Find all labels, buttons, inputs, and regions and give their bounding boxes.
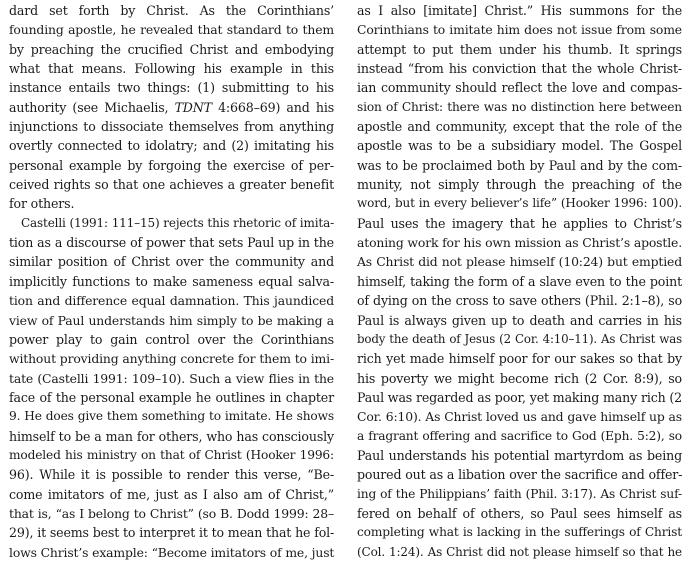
text-line: himself to be a man for others, who has consciously [9,428,334,444]
text-line: was to be proclaimed both by Paul and by the com- [357,157,682,173]
text-line: As Christ did not please himself (10:24) but emptied [357,254,682,270]
text-line: apostle was to be a subsidiary model. The Gospel [357,138,682,154]
text-line: lows Christ’s example: “Become imitators of me, just [9,544,335,560]
text-line: power play to gain control over the Corinthians [9,331,334,347]
text-line: (Col. 1:24). As Christ did not please himself so that he [357,544,682,559]
text-line: himself, taking the form of a slave even to the point [357,273,682,289]
text-line: 96). While it is possible to render this verse, “Be- [9,467,334,483]
text-line: instead “from his conviction that the whole Christ- [357,61,682,77]
text-line: similar position of Christ over the community and [9,254,334,270]
text-line: 29), it seems best to interpret it to mean that he fol- [9,525,335,541]
text-line: authority (see Michaelis, TDNT 4:668–69) and his [9,99,335,115]
text-line: injunctions to dissociate themselves from anything [9,119,334,135]
text-line: as I also [imitate] Christ.” His summons for the [357,3,682,18]
text-line: poured out as a libation over the sacrifice and offer- [357,467,683,483]
text-line: completing what is lacking in the sufferings of Christ [357,525,682,540]
text-line: ian community should reflect the love and compas- [357,80,682,96]
text-line: Paul understands his potential martyrdom as being [357,447,682,463]
text-line: for others. [9,196,75,212]
text-line: 9. He does give them something to imitate. He shows [9,409,334,424]
text-line: come imitators of me, just as I also am of Christ,” [9,486,334,502]
text-line: view of Paul understands him simply to be making a [9,312,334,328]
text-line: founding apostle, he revealed that standard to them [9,22,334,38]
text-line: word, but in every believer’s life” (Hooker 1996: 100). [357,196,682,211]
text-line: Paul was regarded as poor, yet making many rich (2 [357,389,683,405]
text-line: apostle and community, except that the role of the [357,119,682,135]
text-line: instance entails two things: (1) submitting to his [9,80,334,96]
text-line: attempt to put them under his thumb. It springs [357,41,682,57]
text-line: that is, “as I belong to Christ” (so B. Dodd 1999: 28– [9,505,334,521]
text-line: ceived rights so that one achieves a greater benefit [9,177,334,193]
text-line: implicitly functions to make sameness equal salva- [9,273,334,289]
text-line: dard set forth by Christ. As the Corinthians’ [9,3,334,18]
text-line: body the death of Jesus (2 Cor. 4:10–11). As Christ was [357,331,682,346]
text-line: modeled his ministry on that of Christ (Hooker 1996: [9,447,334,462]
text-line: atoning work for his own mission as Christ’s apostle. [357,235,682,251]
text-line: fered on behalf of others, so Paul sees himself as [357,505,682,521]
text-line: what that means. Following his example in this [9,61,334,77]
text-line: munity, not simply through the preaching of the [357,177,682,193]
text-line: Castelli (1991: 111–15) rejects this rhetoric of imita- [21,215,334,230]
text-line: tion as a discourse of power that sets Paul up in the [9,235,334,251]
text-line: of dying on the cross to save others (Phil. 2:1–8), so [357,293,682,309]
text-line: rich yet made himself poor for our sakes so that by [357,351,682,367]
text-line: overtly connected to idolatry; and (2) imitating his [9,138,334,154]
text-line: Paul uses the imagery that he applies to Christ’s [357,215,682,231]
text-line: Cor. 6:10). As Christ loved us and gave himself up as [357,409,682,425]
journal-abbreviation: TDNT [174,99,212,115]
text-line: Corinthians to imitate him does not issue from some [357,22,682,38]
text-line: sion of Christ: there was no distinction here between [357,99,682,114]
text-line: personal example by forgoing the exercise of per- [9,157,334,173]
text-line: a fragrant offering and sacrifice to God (Eph. 5:2), so [357,428,682,443]
text-line: his poverty we might become rich (2 Cor. 8:9), so [357,370,682,386]
text-line: face of the personal example he outlines in chapter [9,389,334,405]
text-line: ing of the Philippians’ faith (Phil. 3:17). As Christ suf- [357,486,682,501]
text-line: Paul is always given up to death and carries in his [357,312,682,328]
text-line: without providing anything concrete for them to imi- [9,351,334,367]
text-line: by preaching the crucified Christ and embodying [9,41,334,57]
text-line: tion and difference equal damnation. This jaundiced [9,293,334,309]
text-line: tate (Castelli 1991: 109–10). Such a view flies in the [9,370,334,386]
right-column [357,0,682,562]
left-column [9,0,334,562]
